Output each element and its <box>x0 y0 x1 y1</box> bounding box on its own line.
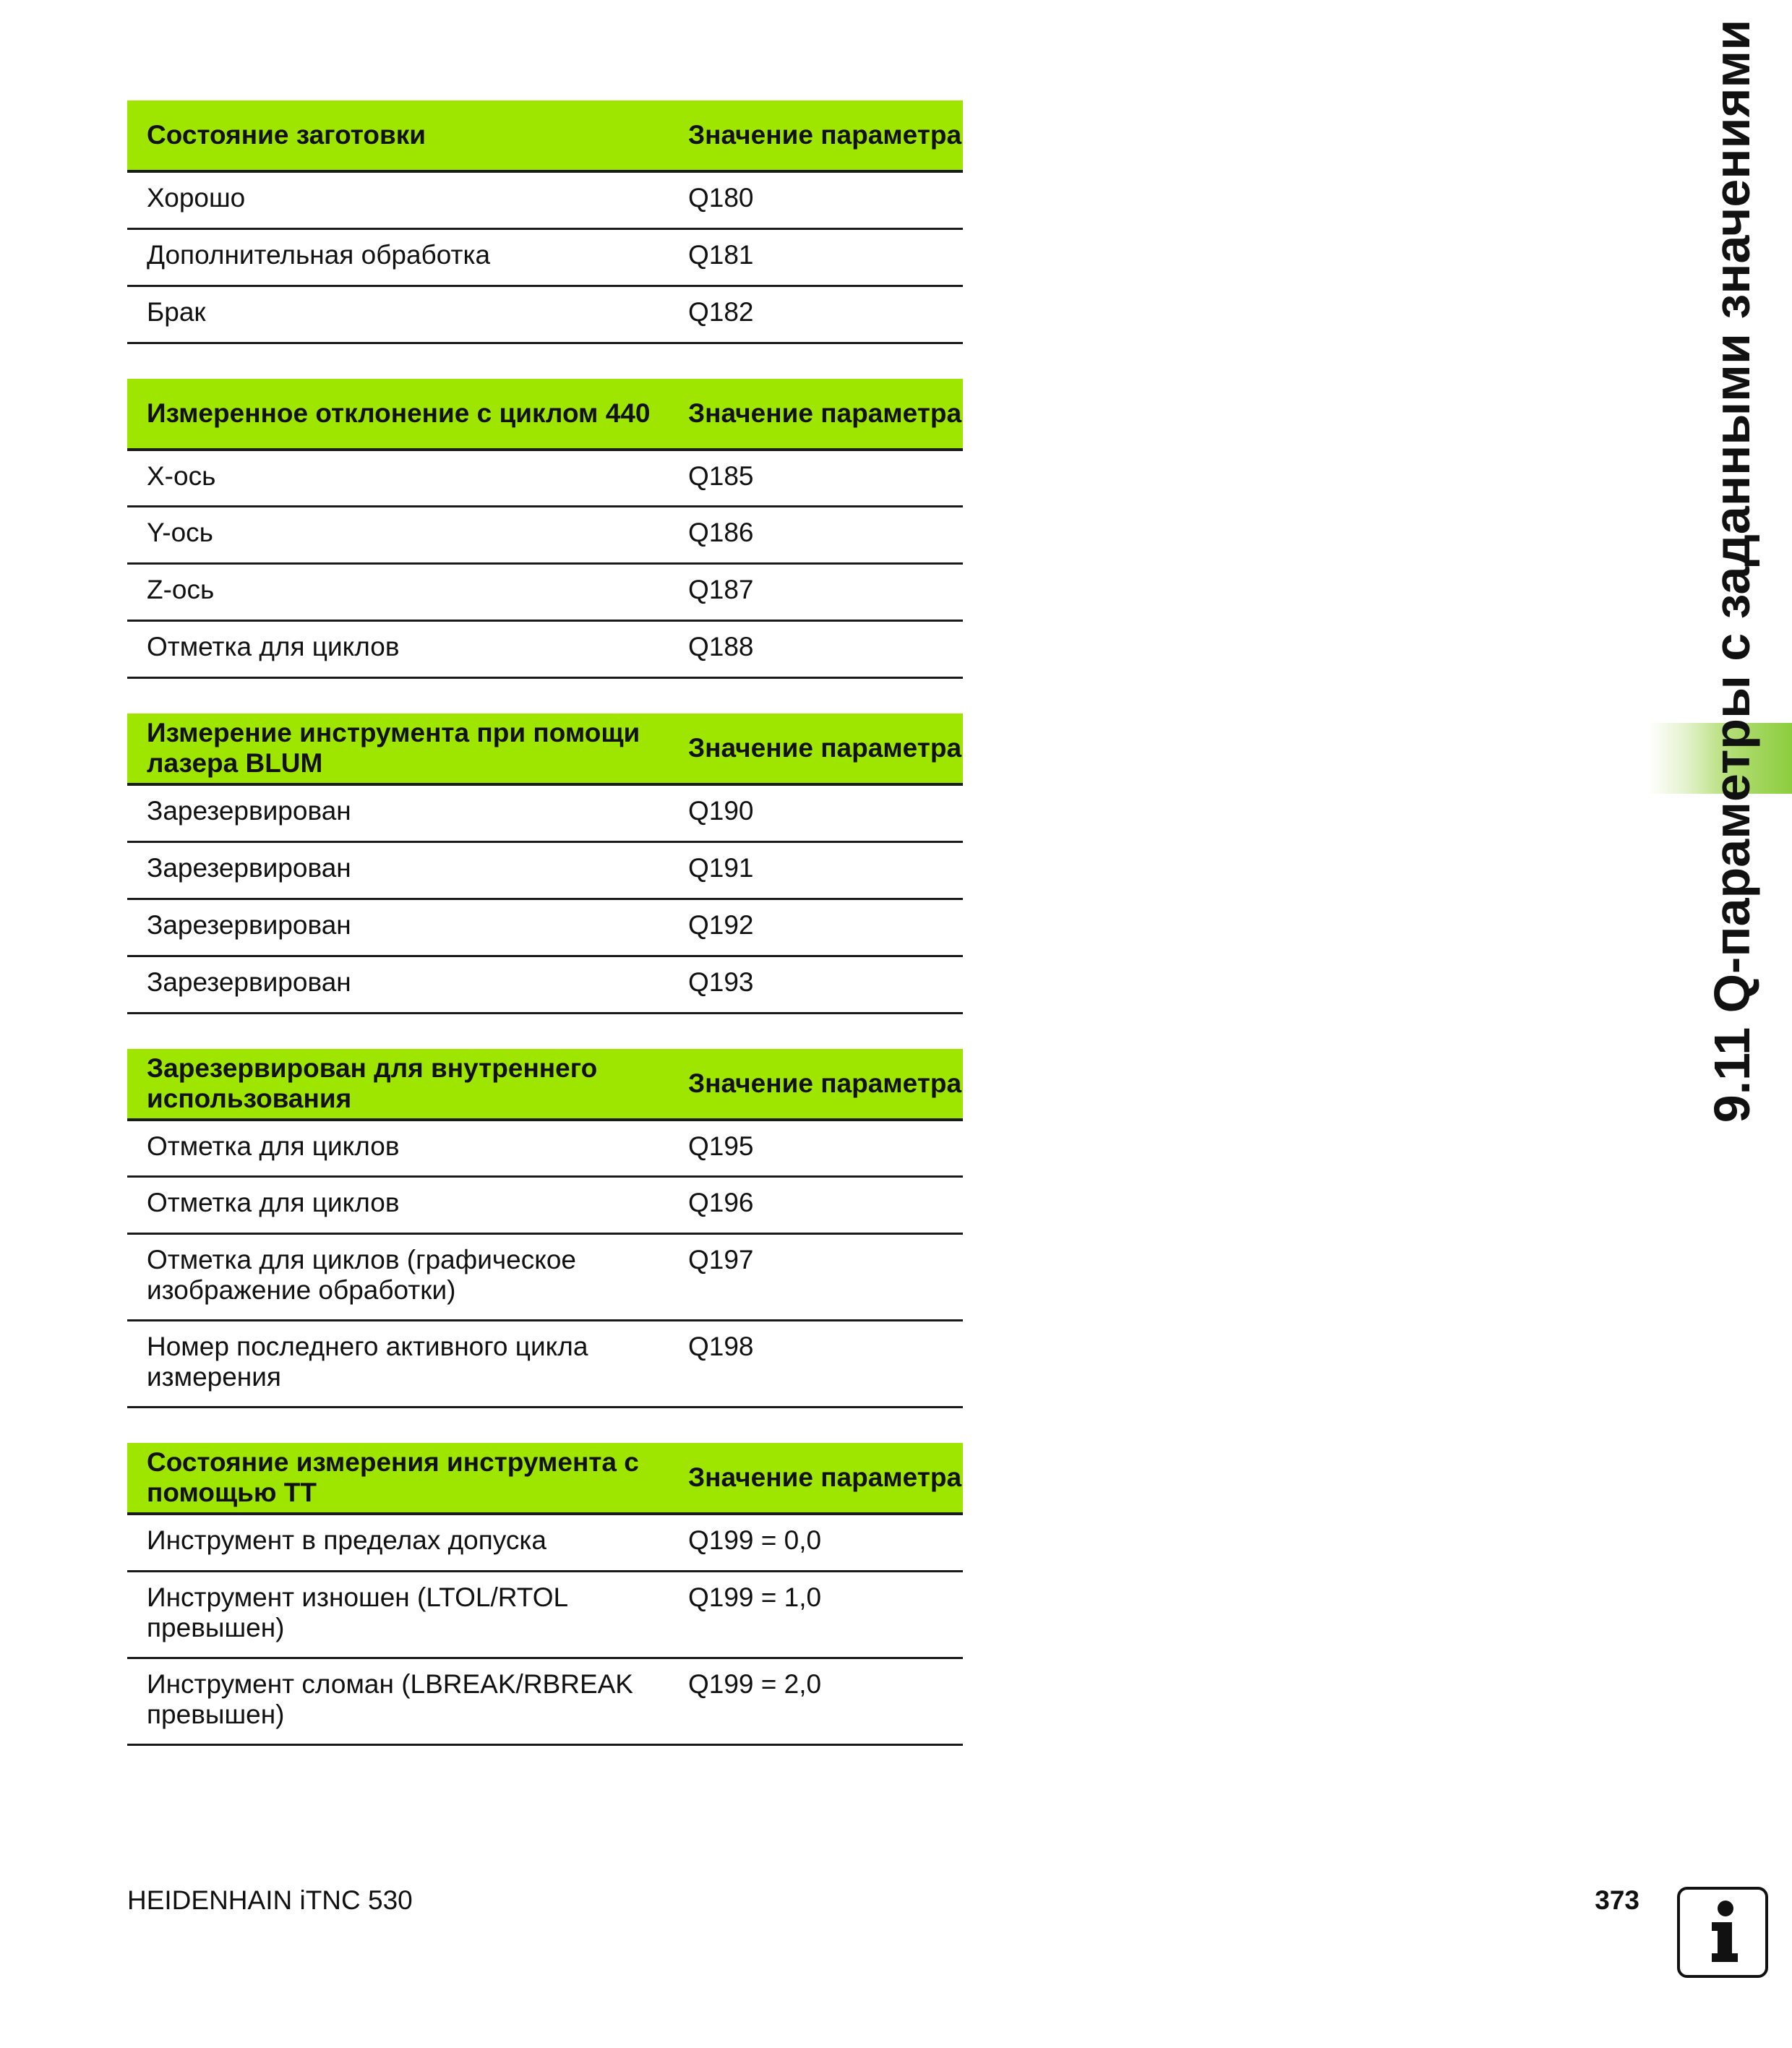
table-row <box>127 841 963 899</box>
parameter-table <box>127 379 963 680</box>
chapter-title: 9.11 Q-параметры с заданными значениями <box>1704 19 1760 1123</box>
row-description: Хорошо <box>127 171 688 228</box>
table-header-parameter: Значение параметра <box>688 100 963 171</box>
row-description: Зарезервирован <box>127 784 688 841</box>
table-row <box>127 171 963 228</box>
page-number: 373 <box>1595 1885 1639 1915</box>
table-row <box>127 1571 963 1658</box>
table-row <box>127 286 963 343</box>
row-parameter: Q187 <box>688 564 963 621</box>
table-header-description: Измеренное отклонение с циклом 440 <box>127 379 688 450</box>
row-description: Отметка для циклов <box>127 1120 688 1177</box>
row-parameter: Q191 <box>688 841 963 899</box>
parameter-table <box>127 714 963 1014</box>
table-row <box>127 1120 963 1177</box>
table-header-parameter: Значение параметра <box>688 379 963 450</box>
row-parameter: Q197 <box>688 1234 963 1321</box>
table-row <box>127 1321 963 1408</box>
row-description: Зарезервирован <box>127 841 688 899</box>
row-parameter: Q195 <box>688 1120 963 1177</box>
row-parameter: Q198 <box>688 1321 963 1408</box>
row-parameter: Q180 <box>688 171 963 228</box>
row-parameter: Q181 <box>688 228 963 286</box>
table-header-description: Состояние заготовки <box>127 100 688 171</box>
row-description: Инструмент в пределах допуска <box>127 1514 688 1571</box>
table-header-row <box>127 714 963 784</box>
table-header-parameter: Значение параметра <box>688 1049 963 1120</box>
table-header-row <box>127 379 963 450</box>
row-description: Отметка для циклов <box>127 621 688 678</box>
table-row <box>127 1234 963 1321</box>
row-description: X-ось <box>127 450 688 507</box>
table-row <box>127 1514 963 1571</box>
table-header-description: Измерение инструмента при помощи лазера BLUM <box>127 714 688 784</box>
row-description: Номер последнего активного цикла измерения <box>127 1321 688 1408</box>
table-header-row <box>127 1049 963 1120</box>
parameter-table <box>127 1049 963 1409</box>
table-row <box>127 564 963 621</box>
row-description: Отметка для циклов <box>127 1177 688 1234</box>
row-description: Зарезервирован <box>127 899 688 956</box>
row-description: Y-ось <box>127 507 688 564</box>
footer-product: HEIDENHAIN iTNC 530 <box>127 1885 413 1915</box>
table-header-parameter: Значение параметра <box>688 1443 963 1514</box>
row-description: Брак <box>127 286 688 343</box>
info-icon[interactable] <box>1677 1887 1768 1978</box>
table-header-row <box>127 1443 963 1514</box>
row-description: Дополнительная обработка <box>127 228 688 286</box>
parameter-tables <box>127 100 963 1781</box>
parameter-table <box>127 100 963 344</box>
row-parameter: Q199 = 1,0 <box>688 1571 963 1658</box>
row-description: Отметка для циклов (графическое изображение обработки) <box>127 1234 688 1321</box>
table-row <box>127 1177 963 1234</box>
table-row <box>127 621 963 678</box>
row-parameter: Q192 <box>688 899 963 956</box>
row-parameter: Q188 <box>688 621 963 678</box>
row-parameter: Q186 <box>688 507 963 564</box>
table-header-description: Состояние измерения инструмента с помощью TT <box>127 1443 688 1514</box>
info-glyph <box>1680 1890 1765 1975</box>
table-row <box>127 1658 963 1744</box>
row-description: Z-ось <box>127 564 688 621</box>
parameter-table <box>127 1443 963 1746</box>
row-parameter: Q196 <box>688 1177 963 1234</box>
table-header-description: Зарезервирован для внутреннего использования <box>127 1049 688 1120</box>
row-description: Инструмент сломан (LBREAK/RBREAK превышен) <box>127 1658 688 1744</box>
row-parameter: Q182 <box>688 286 963 343</box>
row-parameter: Q185 <box>688 450 963 507</box>
row-parameter: Q199 = 2,0 <box>688 1658 963 1744</box>
row-description: Зарезервирован <box>127 956 688 1013</box>
row-parameter: Q199 = 0,0 <box>688 1514 963 1571</box>
table-row <box>127 228 963 286</box>
row-parameter: Q190 <box>688 784 963 841</box>
row-description: Инструмент изношен (LTOL/RTOL превышен) <box>127 1571 688 1658</box>
table-row <box>127 899 963 956</box>
table-header-parameter: Значение параметра <box>688 714 963 784</box>
row-parameter: Q193 <box>688 956 963 1013</box>
table-row <box>127 784 963 841</box>
table-row <box>127 450 963 507</box>
table-header-row <box>127 100 963 171</box>
table-row <box>127 507 963 564</box>
table-row <box>127 956 963 1013</box>
